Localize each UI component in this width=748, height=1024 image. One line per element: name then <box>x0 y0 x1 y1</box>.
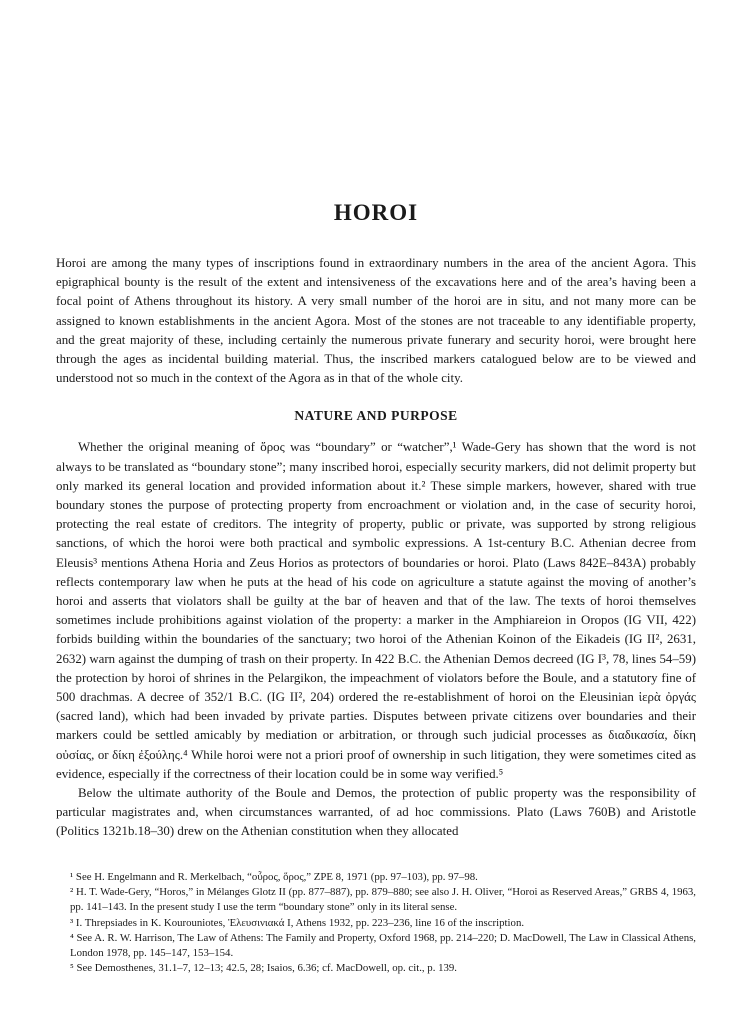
body-paragraph-2: Below the ultimate authority of the Boule and Demos, the protection of public property was the responsibility of particular magistrates and, when circumstances warranted, of ad hoc commissions. Plato (Laws 760B) and Aristotle (Politics 1321b.18–30) drew on the Athenian constitution when they allocated <box>56 786 696 839</box>
section-heading: NATURE AND PURPOSE <box>294 408 458 424</box>
footnote-1: ¹ See H. Engelmann and R. Merkelbach, “οὖρος, ὅρος,” ZPE 8, 1971 (pp. 97–103), pp. 97–98. <box>70 871 478 883</box>
footnotes <box>56 870 696 976</box>
body-paragraph-1: Whether the original meaning of ὅρος was “boundary” or “watcher”,¹ Wade-Gery has shown that the word is not always to be translated as “boundary stone”; many inscribed horoi, especially security markers, did not delimit property but only marked its general location and provided information about it.² These simple markers, however, shared with true boundary stones the purpose of protecting property from encroachment or violation and, in the case of security horoi, protecting the real estate of creditors. The integrity of property, public or private, was supported by strong religious sanctions, of which the horoi were both practical and symbolic expressions. A 1st-century B.C. Athenian decree from Eleusis³ mentions Athena Horia and Zeus Horios as protectors of boundaries or horoi. Plato (Laws 842E–843A) probably reflects contemporary law when he puts at the head of his code on agriculture a statute against the moving of another’s horoi and asserts that violators shall be guilty at the bar of heaven and that of the law. The texts of horoi themselves sometimes include prohibitions against violation of the property: a marker in the Amphiareion in Oropos (IG VII, 422) forbids building within the boundaries of the sanctuary; two horoi of the Athenian Koinon of the Eikadeis (IG II², 2631, 2632) warn against the dumping of trash on their property. In 422 B.C. the Athenian Demos decreed (IG I³, 78, lines 54–59) the protection by horoi of shrines in the Pelargikon, the impeachment of violators before the Boule, and a statutory fine of 500 drachmas. A decree of 352/1 B.C. (IG II², 204) ordered the re-establishment of horoi on the Eleusinian ἱερὰ ὀργάς (sacred land), which had been invaded by private parties. Disputes between private citizens over boundaries and their markers could be settled amicably by mediation or arbitration, or through such judicial processes as διαδικασία, δίκη οὐσίας, or δίκη ἐξούλης.⁴ While horoi were not a priori proof of ownership in such litigation, they were sometimes cited as evidence, especially if the correctness of their location could be in some way verified.⁵ <box>56 440 696 781</box>
footnote-3: ³ I. Threpsiades in K. Kourouniotes, Ἐλευσινιακά I, Athens 1932, pp. 223–236, line 16 of the inscription. <box>70 916 525 929</box>
footnote-5: ⁵ See Demosthenes, 31.1–7, 12–13; 42.5, 28; Isaios, 6.36; cf. MacDowell, op. cit., p. 139. <box>70 962 458 975</box>
intro-paragraph: Horoi are among the many types of inscriptions found in extraordinary numbers in the area of the ancient Agora. This epigraphical bounty is the result of the extent and intensiveness of the excavations here and of the area’s having been a focal point of Athens throughout its history. A very small number of the horoi are in situ, and not many more can be assigned to known establishments in the ancient Agora. Most of the stones are not traceable to any identifiable property, and the great majority of these, including certainly the numerous private funerary and security horoi, were brought here through the ages as incidental building material. Thus, the inscribed markers catalogued below are to be viewed and understood not so much in the context of the Agora as in that of the whole city. <box>56 256 696 386</box>
footnote-4: ⁴ See A. R. W. Harrison, The Law of Athens: The Family and Property, Oxford 1968, pp. 214–220; D. MacDowell, The Law in Classical Athens, London 1978, pp. 145–147, 153–154. <box>70 931 696 960</box>
page-body <box>56 200 696 842</box>
footnote-2: ² H. T. Wade-Gery, “Horos,” in Mélanges Glotz II (pp. 877–887), pp. 879–880; see also J. H. Oliver, “Horoi as Reserved Areas,” GRBS 4, 1963, pp. 141–143. In the present study I use the term “boundary stone” only in its literal sense. <box>70 886 696 914</box>
page-title: HOROI <box>333 200 419 225</box>
